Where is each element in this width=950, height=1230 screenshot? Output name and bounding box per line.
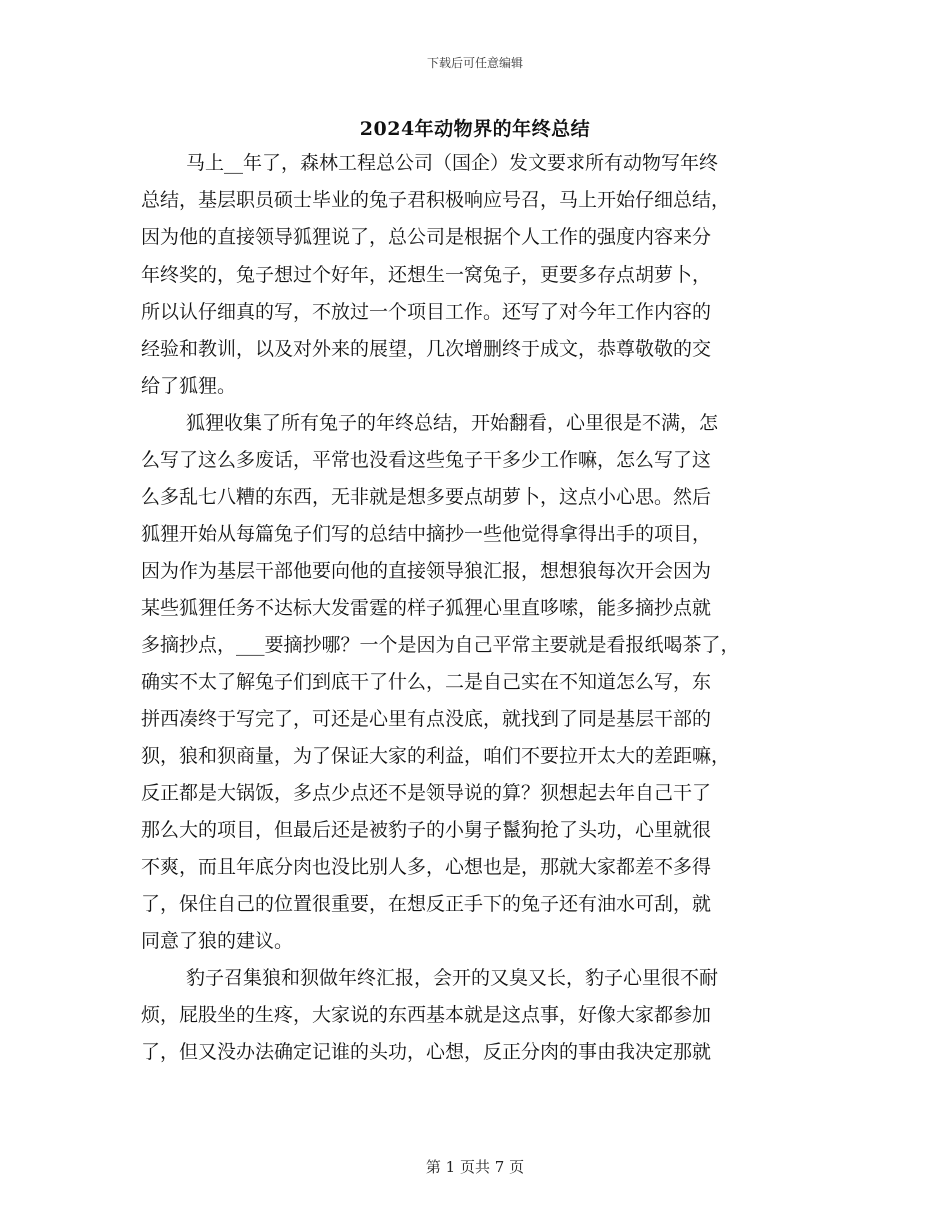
body-line-5: 所以认仔细真的写，不放过一个项目工作。还写了对今年工作内容的 xyxy=(141,301,712,323)
body-line-3: 因为他的直接领导狐狸说了，总公司是根据个人工作的强度内容来分 xyxy=(141,226,712,248)
body-line-23: 豹子召集狼和狈做年终汇报，会开的又臭又长，豹子心里很不耐 xyxy=(186,967,719,989)
document-title: 2024年动物界的年终总结 xyxy=(359,118,591,140)
page-number: 第 1 页共 7 页 xyxy=(425,1158,525,1176)
body-line-19: 那么大的项目，但最后还是被豹子的小舅子鬣狗抢了头功，心里就很 xyxy=(141,819,712,841)
body-line-10: 么多乱七八糟的东西，无非就是想多要点胡萝卜，这点小心思。然后 xyxy=(141,486,712,508)
body-line-6: 经验和教训，以及对外来的展望，几次增删终于成文，恭尊敬敬的交 xyxy=(141,338,712,360)
body-line-18: 反正都是大锅饭，多点少点还不是领导说的算？狈想起去年自己干了 xyxy=(141,782,712,804)
body-line-25: 了，但又没办法确定记谁的头功，心想，反正分肉的事由我决定那就 xyxy=(141,1041,712,1063)
body-line-24: 烦，屁股坐的生疼，大家说的东西基本就是这点事，好像大家都参加 xyxy=(141,1004,712,1026)
page-header-note: 下载后可任意编辑 xyxy=(426,56,523,70)
body-line-7: 给了狐狸。 xyxy=(141,375,237,397)
body-line-13: 某些狐狸任务不达标大发雷霆的样子狐狸心里直哆嗦，能多摘抄点就 xyxy=(141,597,712,619)
body-line-11: 狐狸开始从每篇兔子们写的总结中摘抄一些他觉得拿得出手的项目， xyxy=(141,523,712,545)
body-line-17: 狈，狼和狈商量，为了保证大家的利益，咱们不要拉开太大的差距嘛， xyxy=(141,745,731,767)
body-line-4: 年终奖的，兔子想过个好年，还想生一窝兔子，更要多存点胡萝卜， xyxy=(141,264,712,286)
body-line-9: 么写了这么多废话，平常也没看这些兔子干多少工作嘛，怎么写了这 xyxy=(141,449,712,471)
body-line-16: 拼西凑终于写完了，可还是心里有点没底，就找到了同是基层干部的 xyxy=(141,708,712,730)
body-line-1: 马上__年了，森林工程总公司（国企）发文要求所有动物写年终 xyxy=(186,152,719,174)
body-line-2: 总结，基层职员硕士毕业的兔子君积极响应号召，马上开始仔细总结， xyxy=(141,189,731,211)
body-line-20: 不爽，而且年底分肉也没比别人多，心想也是，那就大家都差不多得 xyxy=(141,856,712,878)
body-line-21: 了，保住自己的位置很重要，在想反正手下的兔子还有油水可刮，就 xyxy=(141,893,712,915)
body-line-22: 同意了狼的建议。 xyxy=(141,930,294,952)
body-line-15: 确实不太了解兔子们到底干了什么，二是自己实在不知道怎么写，东 xyxy=(141,671,712,693)
body-line-8: 狐狸收集了所有兔子的年终总结，开始翻看，心里很是不满，怎 xyxy=(186,412,719,434)
body-line-12: 因为作为基层干部他要向他的直接领导狼汇报，想想狼每次开会因为 xyxy=(141,560,712,582)
body-line-14: 多摘抄点，___要摘抄哪？一个是因为自己平常主要就是看报纸喝茶了， xyxy=(141,634,740,656)
